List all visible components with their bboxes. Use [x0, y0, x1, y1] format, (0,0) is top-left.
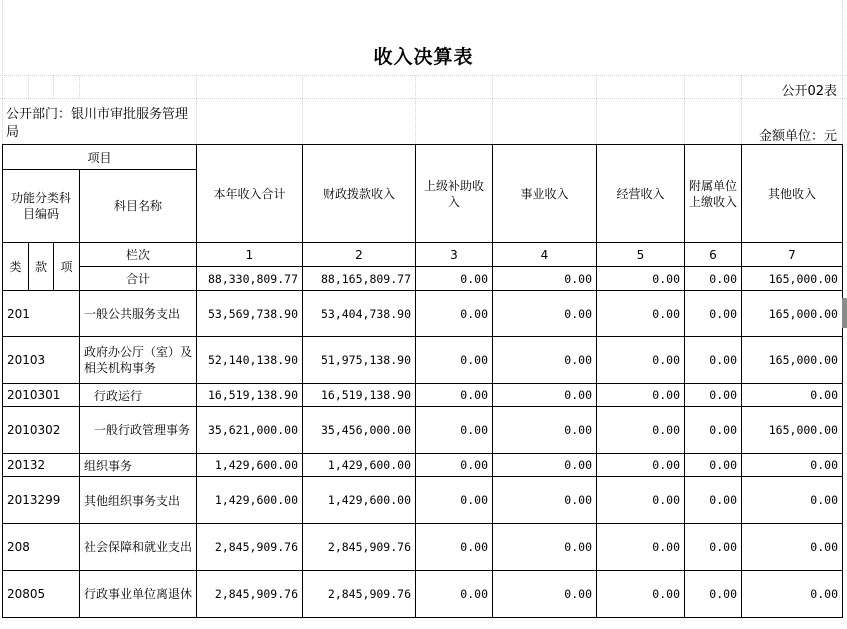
row-value: 0.00: [416, 571, 493, 618]
row-value: 2,845,909.76: [197, 524, 303, 571]
grid-line: [2, 0, 3, 144]
row-value: 0.00: [416, 407, 493, 454]
row-value: 0.00: [685, 454, 742, 477]
grid-line: [596, 75, 597, 144]
row-value: 0.00: [742, 454, 843, 477]
row-value: 1,429,600.00: [303, 477, 416, 524]
grid-line: [28, 75, 29, 98]
row-value: 0.00: [597, 454, 685, 477]
unit-label: 金额单位：元: [758, 129, 837, 144]
header-col-1: 本年收入合计: [197, 145, 303, 243]
form-number: 公开02表: [781, 84, 837, 99]
grid-line: [302, 75, 303, 144]
col-number: 3: [416, 243, 493, 267]
row-value: 0.00: [416, 384, 493, 407]
row-code: 208: [3, 524, 80, 571]
row-code: 20132: [3, 454, 80, 477]
row-value: 1,429,600.00: [303, 454, 416, 477]
header-xiang: 项: [54, 243, 80, 291]
row-name: 行政事业单位离退休: [80, 571, 197, 618]
grid-line: [53, 75, 54, 98]
col-number: 4: [493, 243, 597, 267]
header-func-code: 功能分类科目编码: [3, 170, 80, 243]
header-kuan: 款: [29, 243, 54, 291]
table-row: [3, 477, 843, 524]
grid-line: [492, 75, 493, 144]
row-value: 0.00: [597, 337, 685, 384]
header-col-6: 附属单位上缴收入: [685, 145, 742, 243]
row-value: 0.00: [597, 291, 685, 337]
row-value: 52,140,138.90: [197, 337, 303, 384]
department-label: 公开部门：银川市审批服务管理局: [6, 107, 189, 140]
row-value: 0.00: [742, 571, 843, 618]
row-value: 0.00: [416, 524, 493, 571]
total-value: 88,165,809.77: [303, 267, 416, 291]
total-value: 0.00: [597, 267, 685, 291]
row-value: 165,000.00: [742, 407, 843, 454]
col-number: 7: [742, 243, 843, 267]
row-name: 一般公共服务支出: [80, 291, 197, 337]
row-value: 0.00: [493, 454, 597, 477]
row-value: 0.00: [597, 407, 685, 454]
total-value: 0.00: [685, 267, 742, 291]
row-name: 社会保障和就业支出: [80, 524, 197, 571]
row-value: 0.00: [493, 291, 597, 337]
table-row: [3, 384, 843, 407]
table-row: [3, 407, 843, 454]
row-name: 其他组织事务支出: [80, 477, 197, 524]
row-value: 0.00: [416, 477, 493, 524]
grid-line: [196, 75, 197, 144]
total-value: 0.00: [493, 267, 597, 291]
row-value: 2,845,909.76: [303, 524, 416, 571]
grid-line: [0, 98, 847, 99]
row-value: 0.00: [416, 337, 493, 384]
row-value: 0.00: [493, 524, 597, 571]
row-value: 53,569,738.90: [197, 291, 303, 337]
row-value: 51,975,138.90: [303, 337, 416, 384]
row-value: 1,429,600.00: [197, 454, 303, 477]
row-value: 0.00: [685, 407, 742, 454]
scrollbar-thumb[interactable]: [842, 298, 847, 328]
col-number: 2: [303, 243, 416, 267]
row-value: 0.00: [685, 524, 742, 571]
row-value: 16,519,138.90: [197, 384, 303, 407]
grid-line: [0, 75, 847, 76]
row-name: 组织事务: [80, 454, 197, 477]
header-lei: 类: [3, 243, 29, 291]
header-col-5: 经营收入: [597, 145, 685, 243]
row-value: 0.00: [597, 524, 685, 571]
table-row: [3, 524, 843, 571]
row-name: 一般行政管理事务: [80, 407, 197, 454]
row-code: 2010302: [3, 407, 80, 454]
row-value: 16,519,138.90: [303, 384, 416, 407]
row-value: 0.00: [685, 571, 742, 618]
row-value: 0.00: [597, 477, 685, 524]
col-number: 1: [197, 243, 303, 267]
header-subject-name: 科目名称: [80, 170, 197, 243]
row-name: 行政运行: [80, 384, 197, 407]
income-table: [2, 144, 843, 618]
row-name: 政府办公厅（室）及相关机构事务: [80, 337, 197, 384]
total-value: 165,000.00: [742, 267, 843, 291]
col-number: 6: [685, 243, 742, 267]
row-value: 0.00: [685, 291, 742, 337]
header-col-3: 上级补助收入: [416, 145, 493, 243]
report-title: 收入决算表: [373, 46, 474, 68]
row-value: 165,000.00: [742, 337, 843, 384]
row-code: 201: [3, 291, 80, 337]
grid-line: [684, 75, 685, 144]
row-value: 1,429,600.00: [197, 477, 303, 524]
row-value: 0.00: [685, 337, 742, 384]
row-value: 2,845,909.76: [197, 571, 303, 618]
row-value: 0.00: [742, 524, 843, 571]
table-row: [3, 337, 843, 384]
row-value: 0.00: [742, 477, 843, 524]
row-value: 0.00: [742, 384, 843, 407]
table-row: [3, 291, 843, 337]
grid-line: [741, 75, 742, 144]
total-value: 88,330,809.77: [197, 267, 303, 291]
row-value: 0.00: [597, 384, 685, 407]
table-row: [3, 454, 843, 477]
grid-line: [842, 0, 843, 144]
total-value: 0.00: [416, 267, 493, 291]
header-item: 项目: [3, 145, 197, 170]
table-row: [3, 571, 843, 618]
row-value: 0.00: [493, 571, 597, 618]
row-value: 0.00: [597, 571, 685, 618]
total-row: [3, 267, 843, 291]
row-code: 2010301: [3, 384, 80, 407]
row-value: 0.00: [416, 291, 493, 337]
row-code: 2013299: [3, 477, 80, 524]
col-number: 5: [597, 243, 685, 267]
row-index-label: 栏次: [80, 243, 197, 267]
row-value: 0.00: [493, 407, 597, 454]
total-label: 合计: [80, 267, 197, 291]
row-value: 0.00: [493, 477, 597, 524]
row-value: 165,000.00: [742, 291, 843, 337]
row-value: 0.00: [685, 384, 742, 407]
row-value: 0.00: [685, 477, 742, 524]
grid-line: [79, 75, 80, 98]
row-value: 2,845,909.76: [303, 571, 416, 618]
header-col-4: 事业收入: [493, 145, 597, 243]
row-value: 35,456,000.00: [303, 407, 416, 454]
row-code: 20103: [3, 337, 80, 384]
row-value: 35,621,000.00: [197, 407, 303, 454]
row-value: 0.00: [493, 337, 597, 384]
header-col-2: 财政拨款收入: [303, 145, 416, 243]
row-code: 20805: [3, 571, 80, 618]
grid-line: [415, 75, 416, 144]
header-col-7: 其他收入: [742, 145, 843, 243]
row-value: 0.00: [493, 384, 597, 407]
row-value: 0.00: [416, 454, 493, 477]
row-value: 53,404,738.90: [303, 291, 416, 337]
